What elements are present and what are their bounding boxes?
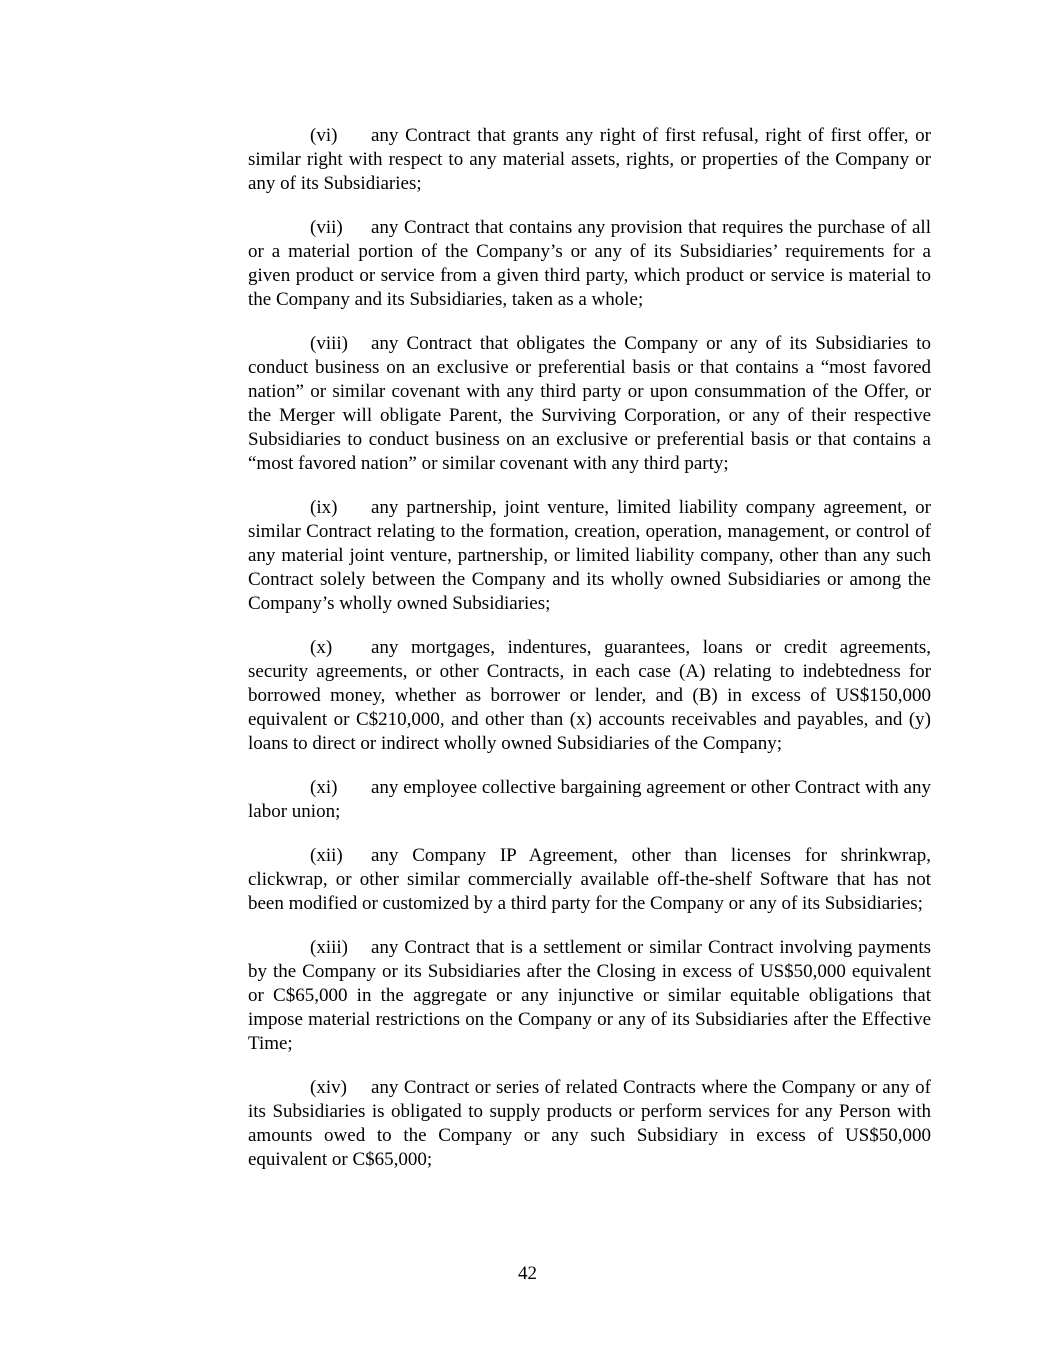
clause-number: (ix) [310, 497, 338, 518]
clause-number: (xii) [310, 845, 343, 866]
clause-text: any Contract that obligates the Company or any of its Subsidiaries to conduct business on an exclusive or preferential basis or that contains a “most favored nation” or similar covenant with any third party or upon consummation of the Offer, or the Merger will obligate Parent, the Surviving Corporation, or any of their respective Subsidiaries to conduct business on an exclusive or preferential basis or that contains a “most favored nation” or similar covenant with any third party; [248, 333, 931, 474]
clause-text: any Contract that is a settlement or similar Contract involving payments by the Company or its Subsidiaries after the Closing in excess of US$50,000 equivalent or C$65,000 in the aggregate or any injunctive or similar equitable obligations that impose material restrictions on the Company or any of its Subsidiaries after the Effective Time; [248, 937, 931, 1054]
document-body [248, 124, 931, 1192]
clause-vi [248, 124, 931, 196]
clause-number: (xiv) [310, 1077, 347, 1098]
clause-ix [248, 496, 931, 616]
clause-number: (xi) [310, 777, 338, 798]
clause-xi [248, 776, 931, 824]
clause-text: any employee collective bargaining agreement or other Contract with any labor union; [248, 777, 931, 822]
clause-x [248, 636, 931, 756]
clause-xii [248, 844, 931, 916]
clause-text: any Company IP Agreement, other than licenses for shrinkwrap, clickwrap, or other similar commercially available off-the-shelf Software that has not been modified or customized by a third party for the Company or any of its Subsidiaries; [248, 845, 931, 914]
clause-number: (viii) [310, 333, 348, 354]
clause-number: (vii) [310, 217, 343, 238]
clause-number: (vi) [310, 125, 338, 146]
clause-text: any partnership, joint venture, limited liability company agreement, or similar Contract relating to the formation, creation, operation, management, or control of any material joint venture, partnership, or limited liability company, other than any such Contract solely between the Company and its wholly owned Subsidiaries or among the Company’s wholly owned Subsidiaries; [248, 497, 931, 614]
clause-xiii [248, 936, 931, 1056]
clause-number: (x) [310, 637, 333, 658]
clause-text: any mortgages, indentures, guarantees, loans or credit agreements, security agreements, or other Contracts, in each case (A) relating to indebtedness for borrowed money, whether as borrower or lender, and (B) in excess of US$150,000 equivalent or C$210,000, and other than (x) accounts receivables and payables, and (y) loans to direct or indirect wholly owned Subsidiaries of the Company; [248, 637, 931, 754]
clause-number: (xiii) [310, 937, 348, 958]
clause-text: any Contract that grants any right of first refusal, right of first offer, or similar right with respect to any material assets, rights, or properties of the Company or any of its Subsidiaries; [248, 125, 931, 194]
clause-text: any Contract or series of related Contracts where the Company or any of its Subsidiaries is obligated to supply products or perform services for any Person with amounts owed to the Company or any such Subsidiary in excess of US$50,000 equivalent or C$65,000; [248, 1077, 931, 1170]
page-number: 42 [518, 1263, 537, 1284]
clause-vii [248, 216, 931, 312]
clause-xiv [248, 1076, 931, 1172]
clause-text: any Contract that contains any provision that requires the purchase of all or a material portion of the Company’s or any of its Subsidiaries’ requirements for a given product or service from a given third party, which product or service is material to the Company and its Subsidiaries, taken as a whole; [248, 217, 931, 310]
clause-viii [248, 332, 931, 476]
